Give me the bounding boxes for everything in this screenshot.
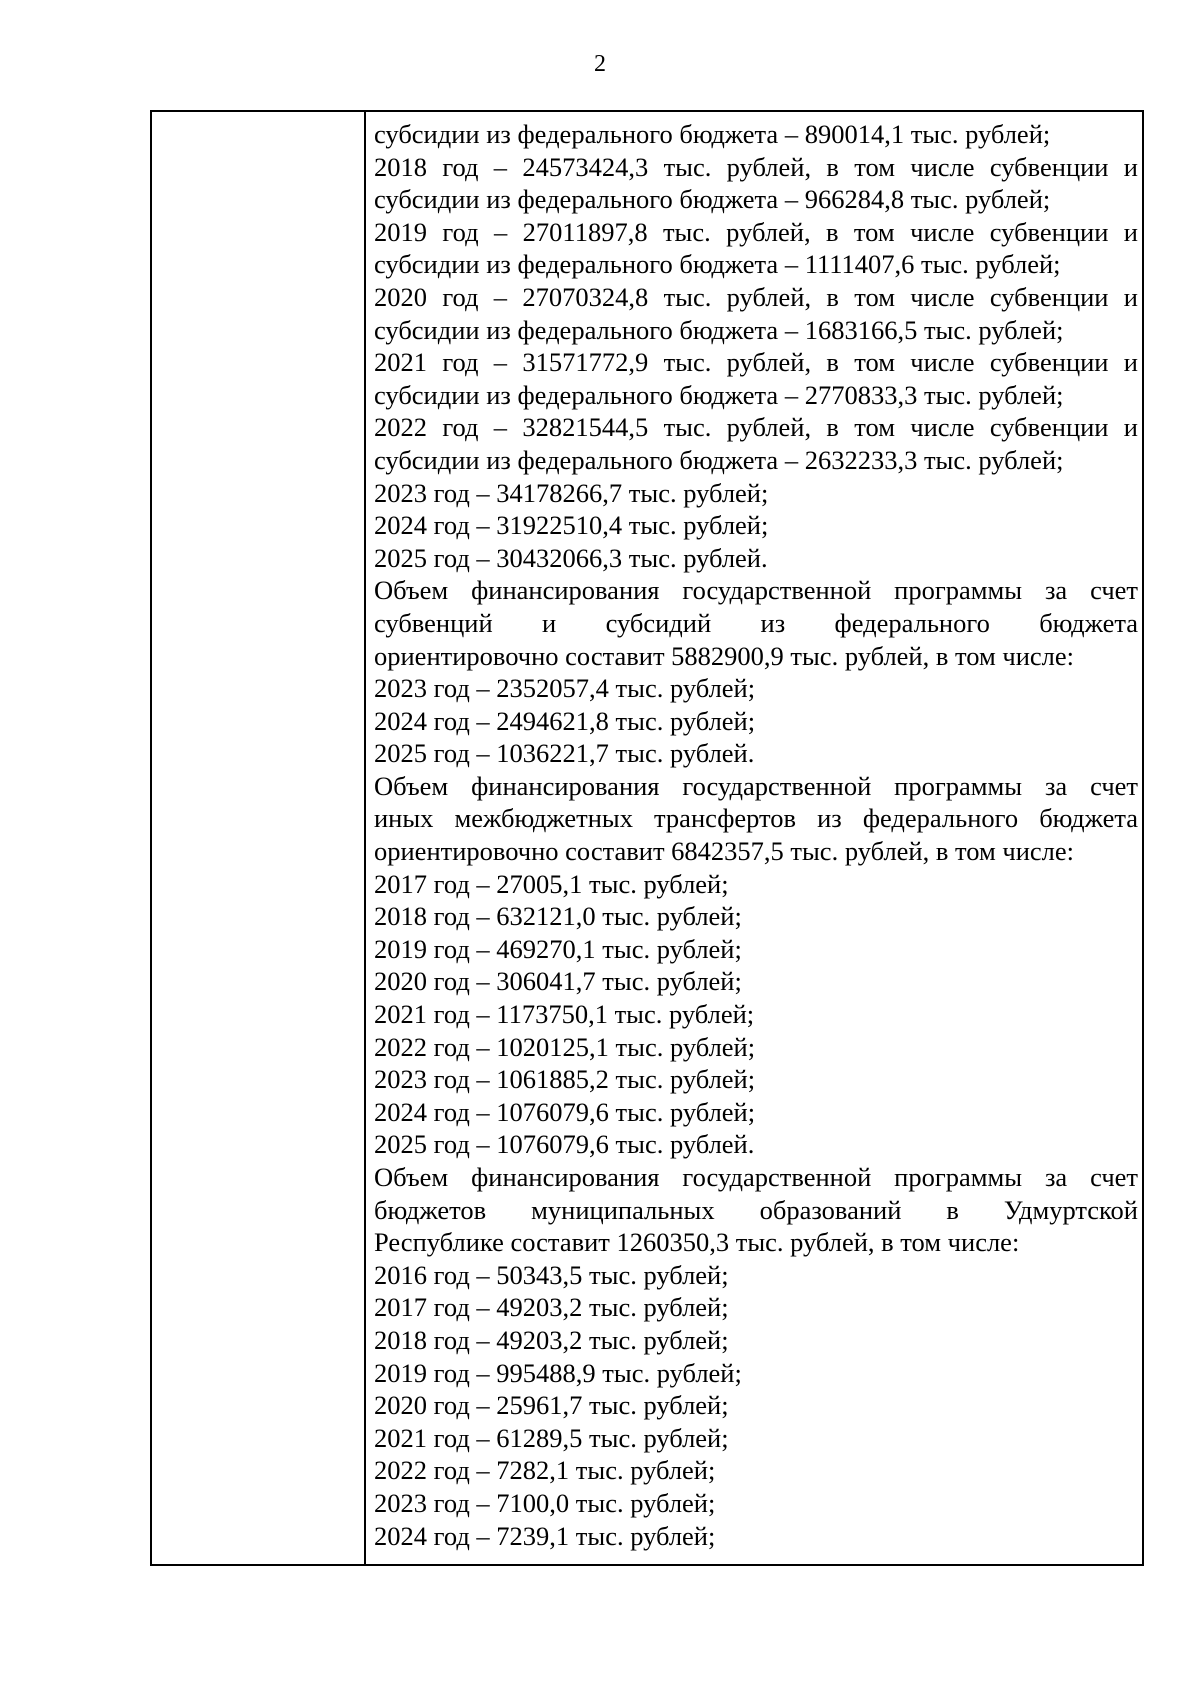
text-line: 2019 год – 27011897,8 тыс. рублей, в том числе субвенции и bbox=[374, 216, 1138, 247]
text-line: ориентировочно составит 5882900,9 тыс. рублей, в том числе: bbox=[374, 640, 1074, 671]
text-line: 2020 год – 27070324,8 тыс. рублей, в том числе субвенции и bbox=[374, 281, 1138, 312]
text-line: 2022 год – 7282,1 тыс. рублей; bbox=[374, 1455, 716, 1486]
text-line: иных межбюджетных трансфертов из федерального бюджета bbox=[374, 803, 1138, 834]
text-line: 2021 год – 1173750,1 тыс. рублей; bbox=[374, 999, 755, 1030]
text-line: 2022 год – 32821544,5 тыс. рублей, в том числе субвенции и bbox=[374, 412, 1138, 443]
text-line: Республике составит 1260350,3 тыс. рублей, в том числе: bbox=[374, 1227, 1020, 1258]
text-line: 2018 год – 632121,0 тыс. рублей; bbox=[374, 901, 742, 932]
text-line: субсидии из федерального бюджета – 890014,1 тыс. рублей; bbox=[374, 119, 1051, 149]
text-line: 2022 год – 1020125,1 тыс. рублей; bbox=[374, 1031, 756, 1062]
financing-table bbox=[150, 110, 1144, 1566]
text-line: 2023 год – 7100,0 тыс. рублей; bbox=[374, 1487, 716, 1518]
text-line: 2019 год – 469270,1 тыс. рублей; bbox=[374, 933, 742, 964]
text-line: Объем финансирования государственной программы за счет bbox=[374, 770, 1138, 801]
text-line: субсидии из федерального бюджета – 1111407,6 тыс. рублей; bbox=[374, 249, 1061, 280]
text-line: ориентировочно составит 6842357,5 тыс. рублей, в том числе: bbox=[374, 836, 1074, 867]
text-line: Объем финансирования государственной программы за счет bbox=[374, 1162, 1138, 1192]
text-line: бюджетов муниципальных образований в Удмуртской bbox=[374, 1194, 1138, 1225]
text-line: субвенций и субсидий из федерального бюджета bbox=[374, 607, 1138, 638]
table-left-cell bbox=[152, 112, 366, 1564]
text-line: субсидии из федерального бюджета – 2632233,3 тыс. рублей; bbox=[374, 444, 1064, 475]
text-line: 2017 год – 27005,1 тыс. рублей; bbox=[374, 868, 729, 899]
text-line: 2024 год – 31922510,4 тыс. рублей; bbox=[374, 510, 769, 541]
text-line: 2025 год – 30432066,3 тыс. рублей. bbox=[374, 542, 768, 573]
text-line: 2024 год – 2494621,8 тыс. рублей; bbox=[374, 705, 756, 736]
text-line: 2021 год – 31571772,9 тыс. рублей, в том числе субвенции и bbox=[374, 347, 1138, 378]
text-line: 2020 год – 306041,7 тыс. рублей; bbox=[374, 966, 742, 997]
text-line: субсидии из федерального бюджета – 966284,8 тыс. рублей; bbox=[374, 184, 1051, 215]
text-line: 2020 год – 25961,7 тыс. рублей; bbox=[374, 1390, 729, 1421]
text-line: 2023 год – 34178266,7 тыс. рублей; bbox=[374, 477, 769, 508]
text-line: субсидии из федерального бюджета – 2770833,3 тыс. рублей; bbox=[374, 379, 1064, 410]
text-line: 2021 год – 61289,5 тыс. рублей; bbox=[374, 1422, 729, 1453]
text-line: 2017 год – 49203,2 тыс. рублей; bbox=[374, 1292, 729, 1323]
table-right-cell bbox=[366, 112, 1142, 1564]
text-line: 2016 год – 50343,5 тыс. рублей; bbox=[374, 1259, 729, 1290]
text-line: Объем финансирования государственной программы за счет bbox=[374, 575, 1138, 606]
text-line: 2024 год – 1076079,6 тыс. рублей; bbox=[374, 1096, 756, 1127]
text-line: 2023 год – 2352057,4 тыс. рублей; bbox=[374, 673, 756, 704]
text-line: субсидии из федерального бюджета – 1683166,5 тыс. рублей; bbox=[374, 314, 1064, 345]
text-line: 2019 год – 995488,9 тыс. рублей; bbox=[374, 1357, 742, 1388]
page-number: 2 bbox=[594, 51, 606, 77]
text-line: 2018 год – 49203,2 тыс. рублей; bbox=[374, 1324, 729, 1355]
text-line: 2025 год – 1076079,6 тыс. рублей. bbox=[374, 1129, 755, 1160]
text-line: 2023 год – 1061885,2 тыс. рублей; bbox=[374, 1064, 756, 1095]
text-line: 2024 год – 7239,1 тыс. рублей; bbox=[374, 1520, 716, 1551]
text-line: 2025 год – 1036221,7 тыс. рублей. bbox=[374, 738, 755, 769]
text-line: 2018 год – 24573424,3 тыс. рублей, в том числе субвенции и bbox=[374, 151, 1138, 182]
